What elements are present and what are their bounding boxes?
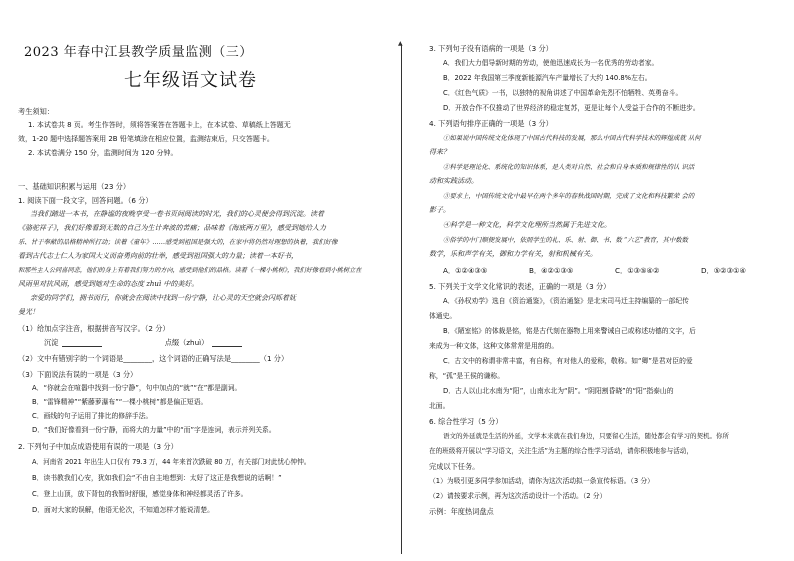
passage-line: 当我们踏进一本书，在静谧的夜晚享受一卷书页间阅读的时光，我们的心灵便会得到沉淀。读着 [30,210,324,218]
passage-line: 亲爱的同学们，拥书而行，你就会在阅读中找到一份宁静，让心灵的天空就会闪烁着妩 [30,294,296,302]
answer-blank[interactable] [62,339,102,347]
exam-title: 2023 年春中江县教学质量监测（三） [24,45,253,60]
sentence-3: ③要求上，中国传统文化中最早在两个多年的春秋战国时期，完成了文化和科技繁荣 会的 [443,192,695,200]
question-4: 4. 下列语句排序正确的一项是（3 分） [429,119,553,128]
question-5: 5. 下列关于文学文化常识的表述，正确的一项是（3 分） [429,282,611,291]
option-c: C．画线的句子运用了排比的修辞手法。 [32,412,153,420]
sentence-5: 数学，乐和声学有关，御和力学有关，射和机械有关。 [429,250,597,258]
option-d: D．开放合作不仅推动了世界经济的稳定复苏，更是让每个人受益于合作的不断进步。 [443,104,700,112]
notice-line: 1. 本试卷共 8 页。考生作答时，须将答案答在答题卡上，在本试卷、草稿纸上答题无 [28,121,291,129]
pinyin-word: 沉淀 [44,338,59,347]
sentence-2: ②科学是理论化、系统化的知识体系，是人类对自然、社会和自身本质和规律性的认 识活 [443,163,695,171]
pinyin-item [44,338,242,347]
sub-question-2: （2）文中有错别字的一个词语是________，这个词语的正确写法是________（1 分） [18,354,289,363]
option-a: A．河南省 2021 年出生人口仅有 79.3 万，44 年来首次跌破 80 万，有关部门对此忧心忡忡。 [32,458,311,466]
sub-question-3: （3）下面说法有误的一项是（3 分） [18,370,138,379]
option-c-cont: 称，“孤”是王侯的谦称。 [429,372,505,380]
q6-text: 在的班级将开展以“学习语文，关注生活”为主题的综合性学习活动，请你积极地参与活动， [429,447,693,455]
option-d: D．“我们好像看到一份宁静，而将大的力量”中的“而”字是连词，表示并列关系。 [32,426,276,434]
option-b: B．④②①③⑤ [529,266,574,275]
passage-line: 曼光！ [18,308,39,316]
option-d: D．面对大家的误解，他语无伦次，不知道怎样才能说清楚。 [32,506,214,514]
sub-question-1: （1）给加点字注音，根据拼音写汉字。（2 分） [18,324,170,333]
passage-line: 《骆驼祥子》，我们好像看到无数的自己为生计奔波的苦痛；品味着《海底两万里》，感受到她给人力 [18,224,326,232]
option-d: D．⑤②③①④ [701,266,746,275]
sentence-1: 得来？ [429,148,450,156]
exam-subtitle: 七年级语文试卷 [124,70,257,91]
sentence-5: ⑤俗学的中门顺便发展中，依照学生的礼、乐、射、御、书、数 “六艺”教育，其中数数 [443,236,689,244]
notice-line: 效，1-20 题中选择题答案用 2B 铅笔填涂在相应位置，监测结束后，只交答题卡。 [18,135,274,143]
answer-blank[interactable] [212,339,242,347]
pinyin-word: 点缀（zhuì） [164,338,209,347]
option-b: B．《陋室铭》的体裁是铭，铭是古代刻在器物上用来警诫自己或称述功德的文字，后 [443,327,696,335]
option-b: B．读书教我们心安，犹如我们会“不由自主地想到：太好了这正是我想说的话啊！” [32,474,282,482]
q6-text: 完成以下任务。 [429,462,480,471]
sentence-4: ④科学是一种文化，科学文化理所当然属于先进文化。 [443,221,611,229]
notice-line: 2. 本试卷满分 150 分，监测时间为 120 分钟。 [28,149,178,157]
option-d: D．古人以山北水南为“阳”，山南水北为“阴”。“阴阳割昏晓”的“阳”指泰山的 [443,387,674,395]
option-b: B．“雷锋精神”“紫藤萝瀑布”“一棵小桃树”都是偏正短语。 [32,398,208,406]
question-2: 2. 下列句子中加点成语使用有误的一项是（3 分） [18,442,178,451]
option-d-cont: 北面。 [429,402,450,410]
notice-heading: 考生须知： [18,107,54,116]
option-a-cont: 体通史。 [429,312,457,320]
option-b-cont: 来成为一种文体，这种文体常常是用韵的。 [429,342,559,350]
passage-line: 看到古代志士仁人为家国大义而奋勇向前的壮举，感受到祖国强大的力量；读着一本好书， [18,252,298,260]
option-a: A．《孙权劝学》选自《资治通鉴》，《资治通鉴》是北宋司马迁主持编纂的一部纪传 [443,297,689,305]
sentence-1: ①如果说中国传统文化体现了中国古代科技的发展，那么中国古代科学技术的辉煌成就 从何 [443,134,701,142]
q6-sub-1: （1）为吸引更多同学参加活动，请你为这次活动拟一条宣传标语。（3 分） [429,477,654,485]
option-a: A．我们大力倡导新时期的劳动，使他迅速成长为一名优秀的劳动者家。 [443,59,659,67]
option-c: C．登上山顶，放下背包的我暂时舒服，感觉身体和神经都灵活了许多。 [32,490,248,498]
q6-sub-2: （2）请按要求示例，再为这次活动设计一个活动。（2 分） [429,492,607,500]
section-heading: 一、基础知识积累与运用（23 分） [18,182,131,191]
q6-text: 语文的外延就是生活的外延，文学本来就在我们身边，只要留心生活，随处都会有学习的契机。你所 [443,432,729,440]
question-1: 1. 阅读下面一段文字，回答问题。（6 分） [18,196,153,205]
sentence-2: 动和实践活动。 [429,177,478,185]
passage-line: 风雨里对抗风雨，感受到她对生命的态度 zhuì 中的美好。 [18,280,199,288]
option-a: A．“你就会在喧嚣中找到一份宁静”，句中加点的“就”“在”都是副词。 [32,384,242,392]
sentence-3: 影子。 [429,206,450,214]
option-c: C．《红色气质》一书，以独特的视角讲述了中国革命先烈不怕牺牲、英勇奋斗。 [443,89,683,97]
divider-arrow-icon: ▲ [398,40,403,47]
option-a: A．①②④③⑤ [443,266,488,275]
option-b: B．2022 年我国第三季度新能源汽车产量增长了大约 140.8%左右。 [443,74,652,82]
passage-line: 乐、甘于奉献的品格精神所打动；读着《童年》……感受到祖国是强大的，在家中将仍然对理想的执着，我们好像 [18,238,338,246]
option-c: C．①③⑤④② [615,266,660,275]
question-3: 3. 下列句子没有语病的一项是（3 分） [429,44,553,53]
option-c: C．古文中的称谓非常丰富，有自称，有对他人的爱称，敬称。如“卿”是君对臣的爱 [443,357,693,365]
column-divider [401,44,402,554]
passage-line: 和那些主人公同喜同悲，他们的身上有着我们努力的方向，感受到他们的品格。读着《一棵小桃树》，我们好像看到小桃树立在 [18,267,362,274]
q6-example: 示例：年度热词盘点 [429,507,494,516]
question-6: 6. 综合性学习（5 分） [429,417,503,426]
